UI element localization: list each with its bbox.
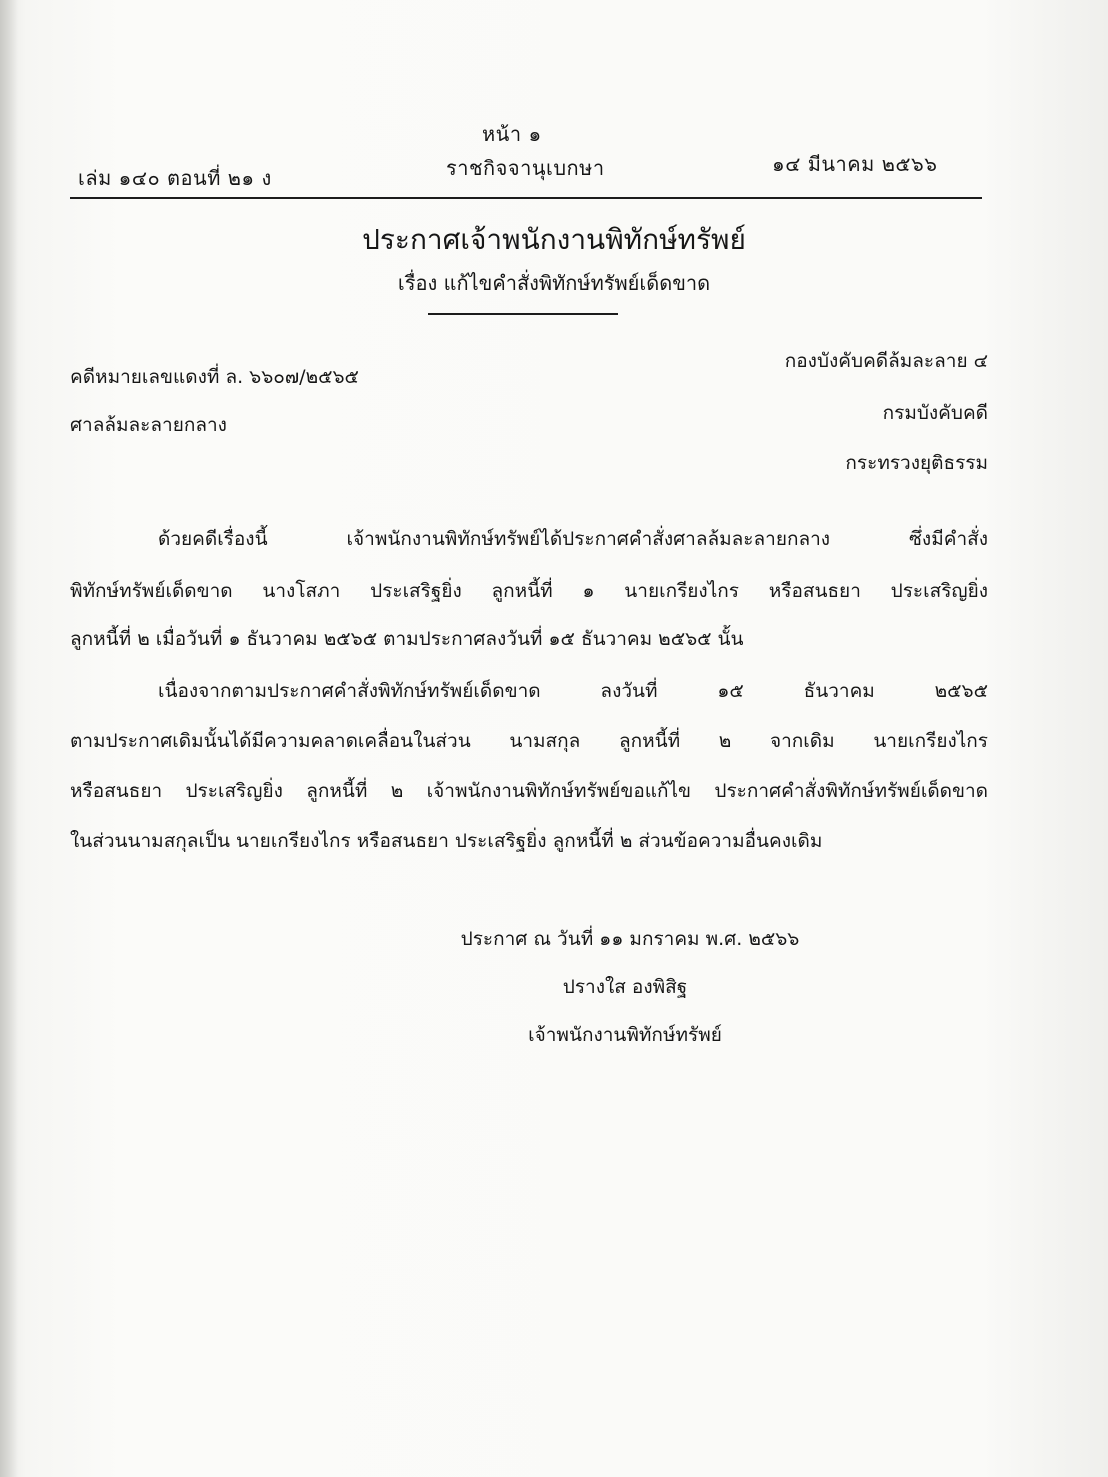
page-number: หน้า ๑ xyxy=(482,122,542,146)
title-rule xyxy=(428,313,618,315)
paragraph2-line4: ในส่วนนามสกุลเป็น นายเกรียงไกร หรือสนธยา ประเสริฐยิ่ง ลูกหนี้ที่ ๒ ส่วนข้อความอื่นคงเดิม xyxy=(70,830,823,852)
agency-ministry: กระทรวงยุติธรรม xyxy=(845,452,988,474)
publication-date: ๑๔ มีนาคม ๒๕๖๖ xyxy=(772,152,938,176)
court-name: ศาลล้มละลายกลาง xyxy=(70,414,227,436)
paragraph1-line3: ลูกหนี้ที่ ๒ เมื่อวันที่ ๑ ธันวาคม ๒๕๖๕ ตามประกาศลงวันที่ ๑๕ ธันวาคม ๒๕๖๕ นั้น xyxy=(70,628,744,650)
signer-name: ปรางใส องพิสิฐ xyxy=(562,976,688,998)
paragraph2-line3: หรือสนธยา ประเสริญยิ่ง ลูกหนี้ที่ ๒ เจ้าพนักงานพิทักษ์ทรัพย์ขอแก้ไข ประกาศคำสั่งพิทักษ์ทรัพย์เด็ดขาด xyxy=(70,780,988,802)
announcement-date: ประกาศ ณ วันที่ ๑๑ มกราคม พ.ศ. ๒๕๖๖ xyxy=(460,928,800,950)
paragraph1-line2: พิทักษ์ทรัพย์เด็ดขาด นางโสภา ประเสริฐยิ่ง ลูกหนี้ที่ ๑ นายเกรียงไกร หรือสนธยา ประเสริญยิ่ง xyxy=(70,580,988,602)
header-rule xyxy=(70,197,982,199)
announcement-title: ประกาศเจ้าพนักงานพิทักษ์ทรัพย์ xyxy=(362,223,746,256)
announcement-subject: เรื่อง แก้ไขคำสั่งพิทักษ์ทรัพย์เด็ดขาด xyxy=(397,271,711,295)
paragraph2-line1: เนื่องจากตามประกาศคำสั่งพิทักษ์ทรัพย์เด็ดขาด ลงวันที่ ๑๕ ธันวาคม ๒๕๖๕ xyxy=(158,680,988,702)
paragraph2-line2: ตามประกาศเดิมนั้นได้มีความคลาดเคลื่อนในส่วน นามสกุล ลูกหนี้ที่ ๒ จากเดิม นายเกรียงไกร xyxy=(70,730,988,752)
agency-division: กองบังคับคดีล้มละลาย ๔ xyxy=(784,350,988,372)
volume-issue: เล่ม ๑๔๐ ตอนที่ ๒๑ ง xyxy=(78,166,272,190)
case-number: คดีหมายเลขแดงที่ ล. ๖๖๐๗/๒๕๖๕ xyxy=(70,366,359,388)
agency-department: กรมบังคับคดี xyxy=(882,402,988,424)
publication-name: ราชกิจจานุเบกษา xyxy=(446,156,605,180)
paragraph1-line1: ด้วยคดีเรื่องนี้ เจ้าพนักงานพิทักษ์ทรัพย์ได้ประกาศคำสั่งศาลล้มละลายกลาง ซึ่งมีคำสั่ง xyxy=(158,528,988,550)
signer-position: เจ้าพนักงานพิทักษ์ทรัพย์ xyxy=(528,1024,722,1046)
